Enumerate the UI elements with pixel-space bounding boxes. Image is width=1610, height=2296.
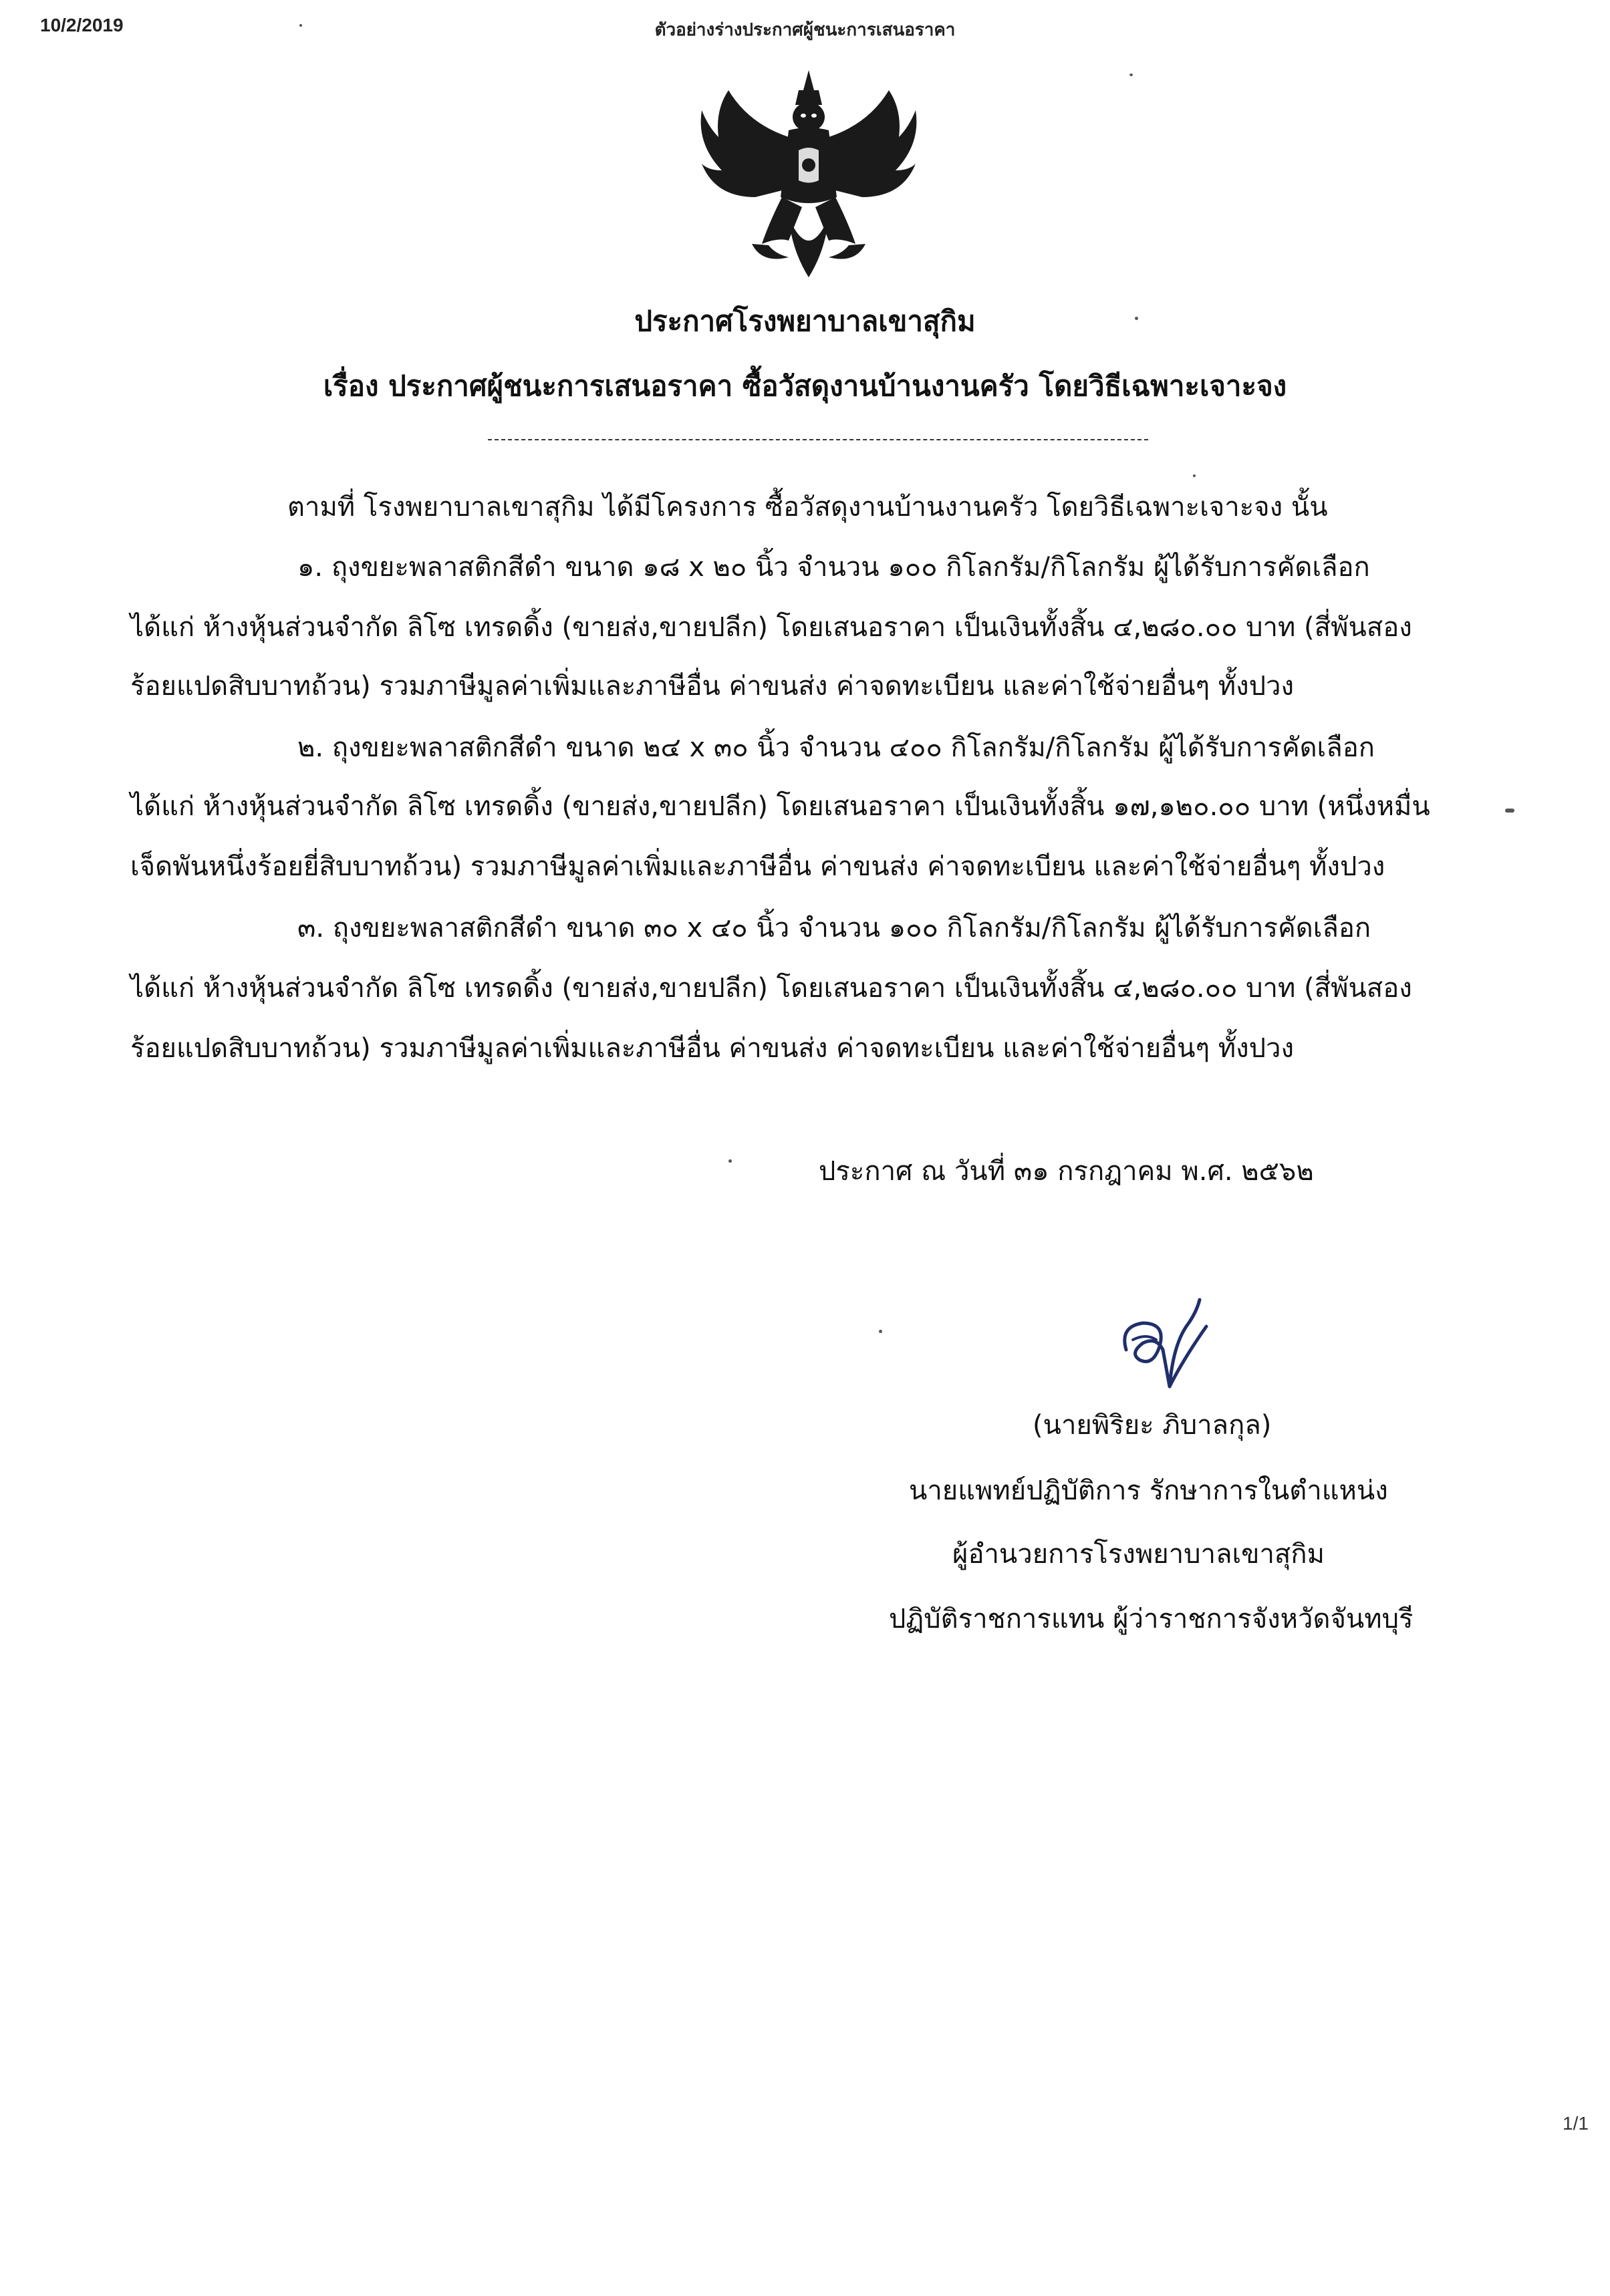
scan-speck (299, 24, 302, 27)
item-3-line-2: ได้แก่ ห้างหุ้นส่วนจำกัด ลิโซ เทรดดิ้ง (ขายส่ง,ขายปลีก) โดยเสนอราคา เป็นเงินทั้งสิ้น ๔,๒๘๐.๐๐ บาท (สี่พันสอง (130, 973, 1412, 1004)
intro-paragraph: ตามที่ โรงพยาบาลเขาสุกิม ได้มีโครงการ ซื้อวัสดุงานบ้านงานครัว โดยวิธีเฉพาะเจาะจง นั้น (287, 492, 1328, 523)
item-3-line-3: ร้อยแปดสิบบาทถ้วน) รวมภาษีมูลค่าเพิ่มและภาษีอื่น ค่าขนส่ง ค่าจดทะเบียน และค่าใช้จ่ายอื่นๆ ทั้งปวง (130, 1033, 1294, 1064)
signer-name: (นายพิริยะ ภิบาลกุล) (1033, 1410, 1272, 1441)
scan-speck (1129, 74, 1133, 76)
announcement-title: ประกาศโรงพยาบาลเขาสุกิม (634, 305, 976, 337)
item-2-line-2: ได้แก่ ห้างหุ้นส่วนจำกัด ลิโซ เทรดดิ้ง (ขายส่ง,ขายปลีก) โดยเสนอราคา เป็นเงินทั้งสิ้น ๑๗,๑๒๐.๐๐ บาท (หนึ่งหมื่น (130, 791, 1430, 822)
page-number: 1/1 (1563, 2113, 1589, 2134)
scan-speck (1135, 317, 1138, 320)
scan-speck (1193, 474, 1196, 477)
item-1-line-1: ๑. ถุงขยะพลาสติกสีดำ ขนาด ๑๘ x ๒๐ นิ้ว จำนวน ๑๐๐ กิโลกรัม/กิโลกรัม ผู้ได้รับการคัดเลือก (297, 552, 1370, 583)
announcement-date: ประกาศ ณ วันที่ ๓๑ กรกฎาคม พ.ศ. ๒๕๖๒ (819, 1156, 1314, 1187)
scan-speck (1505, 809, 1514, 813)
announcement-subject: เรื่อง ประกาศผู้ชนะการเสนอราคา ซื้อวัสดุงานบ้านงานครัว โดยวิธีเฉพาะเจาะจง (323, 370, 1287, 402)
signer-position: นายแพทย์ปฏิบัติการ รักษาการในตำแหน่ง (909, 1475, 1388, 1506)
print-date: 10/2/2019 (40, 15, 124, 35)
signature-icon (1106, 1286, 1220, 1400)
scan-speck (728, 1159, 732, 1163)
item-3-line-1: ๓. ถุงขยะพลาสติกสีดำ ขนาด ๓๐ x ๔๐ นิ้ว จำนวน ๑๐๐ กิโลกรัม/กิโลกรัม ผู้ได้รับการคัดเลือก (297, 913, 1371, 944)
title-divider (488, 439, 1148, 440)
signer-acting: ปฏิบัติราชการแทน ผู้ว่าราชการจังหวัดจันทบุรี (889, 1604, 1414, 1634)
item-2-line-3: เจ็ดพันหนึ่งร้อยยี่สิบบาทถ้วน) รวมภาษีมูลค่าเพิ่มและภาษีอื่น ค่าขนส่ง ค่าจดทะเบียน และค่าใช้จ่ายอื่นๆ ทั้งปวง (130, 851, 1385, 882)
garuda-emblem-icon (688, 63, 929, 291)
item-2-line-1: ๒. ถุงขยะพลาสติกสีดำ ขนาด ๒๔ x ๓๐ นิ้ว จำนวน ๔๐๐ กิโลกรัม/กิโลกรัม ผู้ได้รับการคัดเลือก (297, 732, 1375, 763)
item-1-line-2: ได้แก่ ห้างหุ้นส่วนจำกัด ลิโซ เทรดดิ้ง (ขายส่ง,ขายปลีก) โดยเสนอราคา เป็นเงินทั้งสิ้น ๔,๒๘๐.๐๐ บาท (สี่พันสอง (130, 612, 1412, 643)
signer-office: ผู้อำนวยการโรงพยาบาลเขาสุกิม (952, 1539, 1325, 1570)
scan-speck (879, 1330, 882, 1333)
print-title: ตัวอย่างร่างประกาศผู้ชนะการเสนอราคา (654, 20, 956, 40)
item-1-line-3: ร้อยแปดสิบบาทถ้วน) รวมภาษีมูลค่าเพิ่มและภาษีอื่น ค่าขนส่ง ค่าจดทะเบียน และค่าใช้จ่ายอื่นๆ ทั้งปวง (130, 671, 1294, 702)
